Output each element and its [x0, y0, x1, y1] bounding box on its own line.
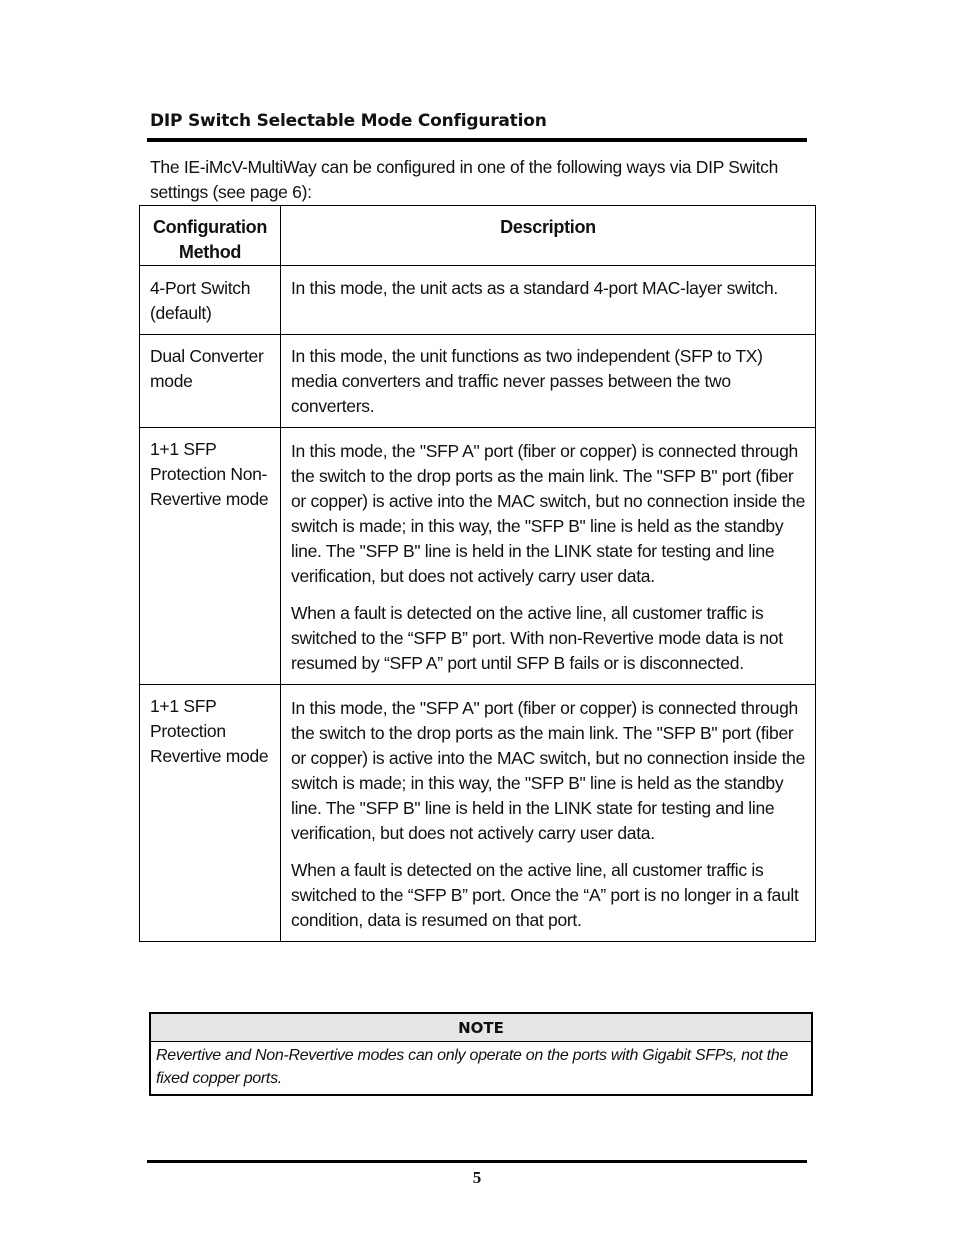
- note-title: NOTE: [151, 1014, 811, 1042]
- table-row: [140, 428, 816, 685]
- description-paragraph: In this mode, the unit acts as a standard 4-port MAC-layer switch.: [291, 278, 778, 298]
- method-cell: 4-Port Switch (default): [140, 266, 281, 335]
- description-paragraph: When a fault is detected on the active line, all customer traffic is switched to the “SFP B” port. Once the “A” port is no longer in a fault condition, data is resumed on that port.: [291, 860, 799, 930]
- description-paragraph: In this mode, the unit functions as two independent (SFP to TX) media converters and traffic never passes between the two converters.: [291, 346, 763, 416]
- table-row: [140, 685, 816, 942]
- description-paragraph: In this mode, the "SFP A" port (fiber or copper) is connected through the switch to the drop ports as the main link. The "SFP B" port (fiber or copper) is active into the MAC switch, but no connection inside the switch is made; in this way, the "SFP B" line is held as the standby line. The "SFP B" line is held in the LINK state for testing and line verification, but does not actively carry user data.: [291, 441, 805, 586]
- note-body: Revertive and Non-Revertive modes can only operate on the ports with Gigabit SFPs, not the fixed copper ports.: [156, 1047, 789, 1087]
- section-heading: DIP Switch Selectable Mode Configuration: [150, 111, 547, 131]
- table-row: [140, 266, 816, 335]
- description-cell: [281, 335, 816, 428]
- description-cell: [281, 266, 816, 335]
- intro-paragraph: The IE-iMcV-MultiWay can be configured in one of the following ways via DIP Switch settings (see page 6):: [150, 157, 779, 202]
- table-header-row: [140, 206, 816, 266]
- configuration-table: [139, 205, 816, 942]
- description-paragraph: In this mode, the "SFP A" port (fiber or copper) is connected through the switch to the drop ports as the main link. The "SFP B" port (fiber or copper) is active into the MAC switch, but no connection inside the switch is made; in this way, the "SFP B" line is held as the standby line. The "SFP B" line is held in the LINK state for testing and line verification, but does not actively carry user data.: [291, 698, 805, 843]
- note-box: [149, 1012, 813, 1096]
- page-number: 5: [472, 1168, 482, 1187]
- method-cell: 1+1 SFP Protection Revertive mode: [140, 685, 281, 942]
- column-header-description: Description: [281, 206, 816, 266]
- description-cell: [281, 685, 816, 942]
- method-cell: Dual Converter mode: [140, 335, 281, 428]
- method-cell: 1+1 SFP Protection Non-Revertive mode: [140, 428, 281, 685]
- table-row: [140, 335, 816, 428]
- column-header-method: Configuration Method: [140, 206, 281, 266]
- footer-rule: [147, 1160, 807, 1163]
- description-cell: [281, 428, 816, 685]
- description-paragraph: When a fault is detected on the active line, all customer traffic is switched to the “SFP B” port. With non-Revertive mode data is not resumed by “SFP A” port until SFP B fails or is disconnected.: [291, 603, 783, 673]
- heading-rule: [147, 138, 807, 142]
